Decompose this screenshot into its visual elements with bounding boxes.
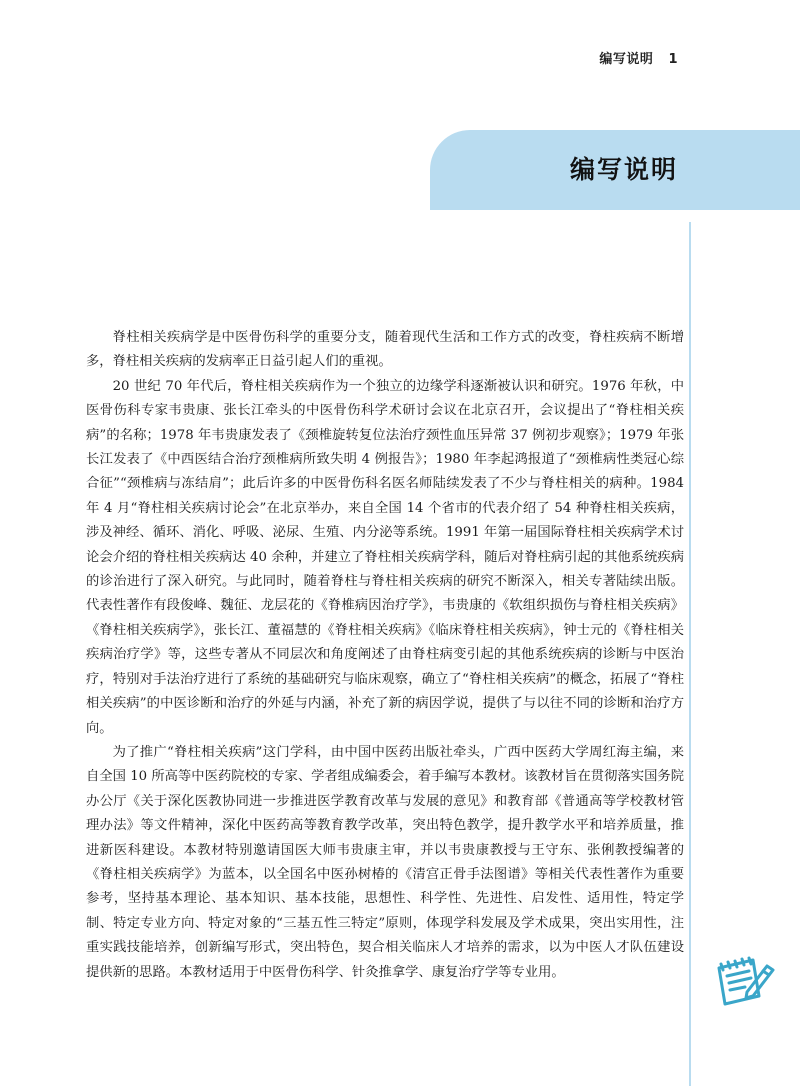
title-band [430, 130, 800, 210]
margin-rule [689, 222, 691, 1086]
running-head-section: 编写说明 [599, 52, 654, 67]
paragraph-2: 20 世纪 70 年代后，脊柱相关疾病作为一个独立的边缘学科逐渐被认识和研究。1976 年秋，中医骨伤科专家韦贵康、张长江牵头的中医骨伤科学术研讨会议在北京召开，会议提出了“脊柱相关疾病”的名称；1978 年韦贵康发表了《颈椎旋转复位法治疗颈性血压异常 37 例初步观察》；1979 年张长江发表了《中西医结合治疗颈椎病所致失明 4 例报告》；1980 年李起鸿报道了“颈椎病性类冠心综合征”“颈椎病与冻结肩”；此后许多的中医骨伤科名医名师陆续发表了不少与脊柱相关的病种。1984 年 4 月“脊柱相关疾病讨论会”在北京举办，来自全国 14 个省市的代表介绍了 54 种脊柱相关疾病，涉及神经、循环、消化、呼吸、泌尿、生殖、内分泌等系统。1991 年第一届国际脊柱相关疾病学术讨论会介绍的脊柱相关疾病达 40 余种，并建立了脊柱相关疾病学科，随后对脊柱病引起的其他系统疾病的诊治进行了深入研究。与此同时，随着脊柱与脊柱相关疾病的研究不断深入，相关专著陆续出版。代表性著作有段俊峰、魏征、龙层花的《脊椎病因治疗学》，韦贵康的《软组织损伤与脊柱相关疾病》《脊柱相关疾病学》，张长江、董福慧的《脊柱相关疾病》《临床脊柱相关疾病》，钟士元的《脊柱相关疾病治疗学》等，这些专著从不同层次和角度阐述了由脊柱病变引起的其他系统疾病的诊断与中医治疗，特别对手法治疗进行了系统的基础研究与临床观察，确立了“脊柱相关疾病”的概念，拓展了“脊柱相关疾病”的中医诊断和治疗的外延与内涵，补充了新的病因学说，提供了与以往不同的诊断和治疗方向。 [86, 378, 684, 736]
body-text [86, 326, 684, 985]
page-title: 编写说明 [569, 155, 678, 184]
paragraph-1: 脊柱相关疾病学是中医骨伤科学的重要分支，随着现代生活和工作方式的改变，脊柱疾病不断增多，脊柱相关疾病的发病率正日益引起人们的重视。 [86, 330, 684, 370]
notepad-pencil-icon [713, 952, 775, 1010]
running-head [599, 48, 678, 67]
page-number: 1 [668, 52, 678, 67]
paragraph-3: 为了推广“脊柱相关疾病”这门学科，由中国中医药出版社牵头，广西中医药大学周红海主编，来自全国 10 所高等中医药院校的专家、学者组成编委会，着手编写本教材。该教材旨在贯彻落实国务院办公厅《关于深化医教协同进一步推进医学教育改革与发展的意见》和教育部《普通高等学校教材管理办法》等文件精神，深化中医药高等教育教学改革，突出特色教学，提升教学水平和培养质量，推进新医科建设。本教材特别邀请国医大师韦贵康主审，并以韦贵康教授与王守东、张俐教授编著的《脊柱相关疾病学》为蓝本，以全国名中医孙树椿的《清宫正骨手法图谱》等相关代表性著作为重要参考，坚持基本理论、基本知识、基本技能，思想性、科学性、先进性、启发性、适用性，特定学制、特定专业方向、特定对象的“三基五性三特定”原则，体现学科发展及学术成果，突出实用性，注重实践技能培养，创新编写形式，突出特色，契合相关临床人才培养的需求，以为中医人才队伍建设提供新的思路。本教材适用于中医骨伤科学、针灸推拿学、康复治疗学等专业用。 [86, 744, 684, 980]
